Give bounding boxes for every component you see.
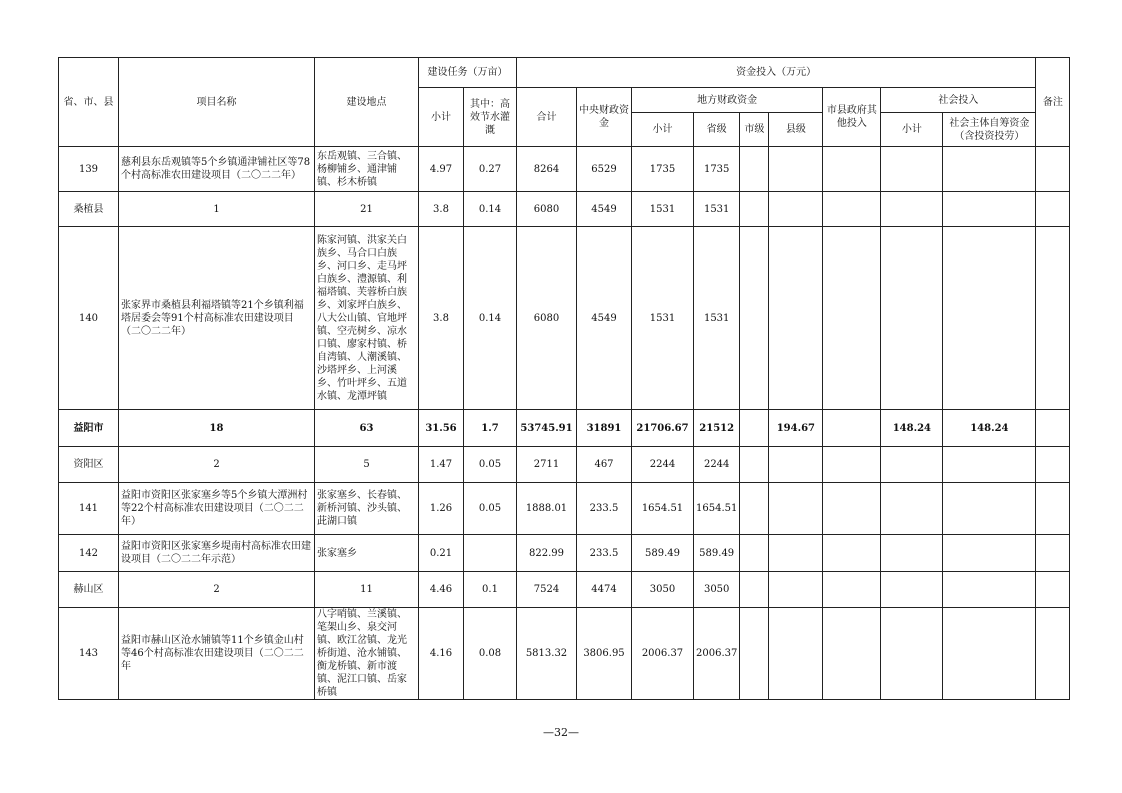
cell-col-7: 467 — [577, 447, 632, 483]
cell-col-1: 桑植县 — [59, 192, 119, 227]
header-efficient-irrigation: 其中：高效节水灌溉 — [464, 88, 517, 147]
cell-col-11 — [769, 227, 823, 410]
cell-col-10 — [740, 483, 769, 535]
cell-col-11 — [769, 608, 823, 700]
cell-col-2: 益阳市资阳区张家塞乡堤南村高标准农田建设项目（二〇二二年示范） — [119, 535, 315, 572]
cell-col-9: 2006.37 — [694, 608, 740, 700]
cell-col-11 — [769, 483, 823, 535]
cell-col-1: 资阳区 — [59, 447, 119, 483]
cell-col-2: 18 — [119, 410, 315, 447]
cell-col-7: 6529 — [577, 147, 632, 192]
cell-col-10 — [740, 572, 769, 608]
cell-col-15 — [1036, 192, 1070, 227]
cell-col-9: 1654.51 — [694, 483, 740, 535]
cell-col-6: 8264 — [517, 147, 577, 192]
cell-col-14 — [943, 572, 1036, 608]
cell-col-12 — [823, 572, 881, 608]
cell-col-8: 1654.51 — [632, 483, 694, 535]
table-row — [59, 227, 1070, 410]
cell-col-5: 0.1 — [464, 572, 517, 608]
cell-col-14 — [943, 447, 1036, 483]
cell-col-3: 21 — [315, 192, 419, 227]
cell-col-13 — [881, 483, 943, 535]
cell-col-8: 1531 — [632, 192, 694, 227]
cell-col-15 — [1036, 227, 1070, 410]
cell-col-14 — [943, 227, 1036, 410]
cell-col-12 — [823, 535, 881, 572]
cell-col-2: 2 — [119, 572, 315, 608]
cell-col-4: 4.46 — [419, 572, 464, 608]
cell-col-4: 31.56 — [419, 410, 464, 447]
cell-col-11 — [769, 447, 823, 483]
cell-col-1: 143 — [59, 608, 119, 700]
cell-col-2: 1 — [119, 192, 315, 227]
cell-col-5: 0.05 — [464, 447, 517, 483]
cell-col-7: 233.5 — [577, 535, 632, 572]
cell-col-6: 6080 — [517, 192, 577, 227]
page-number: —32— — [543, 726, 579, 739]
cell-col-8: 1531 — [632, 227, 694, 410]
cell-col-6: 2711 — [517, 447, 577, 483]
cell-col-6: 6080 — [517, 227, 577, 410]
cell-col-13 — [881, 147, 943, 192]
cell-col-3: 八字哨镇、兰溪镇、笔架山乡、泉交河镇、欧江岔镇、龙光桥街道、沧水铺镇、衡龙桥镇、新市渡镇、泥江口镇、岳家桥镇 — [315, 608, 419, 700]
cell-col-3: 张家塞乡 — [315, 535, 419, 572]
cell-col-11 — [769, 192, 823, 227]
header-provincial: 省级 — [694, 113, 740, 147]
cell-col-7: 4549 — [577, 192, 632, 227]
cell-col-11: 194.67 — [769, 410, 823, 447]
cell-col-2: 张家界市桑植县利福塔镇等21个乡镇利福塔居委会等91个村高标准农田建设项目（二〇二二年） — [119, 227, 315, 410]
cell-col-3: 5 — [315, 447, 419, 483]
cell-col-1: 赫山区 — [59, 572, 119, 608]
cell-col-11 — [769, 572, 823, 608]
cell-col-9: 1531 — [694, 192, 740, 227]
cell-col-10 — [740, 227, 769, 410]
cell-col-14 — [943, 147, 1036, 192]
cell-col-6: 7524 — [517, 572, 577, 608]
cell-col-8: 2244 — [632, 447, 694, 483]
header-local-funds: 地方财政资金 — [632, 88, 823, 113]
cell-col-15 — [1036, 572, 1070, 608]
cell-col-6: 1888.01 — [517, 483, 577, 535]
cell-col-3: 陈家河镇、洪家关白族乡、马合口白族乡、河口乡、走马坪白族乡、澧源镇、利福塔镇、芙蓉桥白族乡、刘家坪白族乡、八大公山镇、官地坪镇、空壳树乡、凉水口镇、廖家村镇、桥自湾镇、人潮溪镇、沙塔坪乡、上河溪乡、竹叶坪乡、五道水镇、龙潭坪镇 — [315, 227, 419, 410]
cell-col-10 — [740, 535, 769, 572]
cell-col-15 — [1036, 483, 1070, 535]
cell-col-4: 4.16 — [419, 608, 464, 700]
header-region: 省、市、县 — [59, 58, 119, 147]
cell-col-8: 1735 — [632, 147, 694, 192]
cell-col-1: 益阳市 — [59, 410, 119, 447]
cell-col-4: 1.26 — [419, 483, 464, 535]
cell-col-12 — [823, 447, 881, 483]
header-county: 县级 — [769, 113, 823, 147]
cell-col-9: 2244 — [694, 447, 740, 483]
cell-col-6: 53745.91 — [517, 410, 577, 447]
cell-col-12 — [823, 483, 881, 535]
table-row — [59, 535, 1070, 572]
cell-col-10 — [740, 447, 769, 483]
cell-col-15 — [1036, 147, 1070, 192]
cell-col-15 — [1036, 535, 1070, 572]
cell-col-9: 3050 — [694, 572, 740, 608]
cell-col-9: 1735 — [694, 147, 740, 192]
table-row — [59, 147, 1070, 192]
cell-col-9: 21512 — [694, 410, 740, 447]
cell-col-12 — [823, 227, 881, 410]
cell-col-7: 4474 — [577, 572, 632, 608]
table-row — [59, 483, 1070, 535]
cell-col-15 — [1036, 608, 1070, 700]
header-remarks: 备注 — [1036, 58, 1070, 147]
cell-col-5: 1.7 — [464, 410, 517, 447]
cell-col-11 — [769, 535, 823, 572]
header-project-name: 项目名称 — [119, 58, 315, 147]
cell-col-2: 益阳市赫山区沧水铺镇等11个乡镇金山村等46个村高标准农田建设项目（二〇二二年 — [119, 608, 315, 700]
header-central-funds: 中央财政资金 — [577, 88, 632, 147]
header-govt-other: 市县政府其他投入 — [823, 88, 881, 147]
header-social: 社会投入 — [881, 88, 1036, 113]
cell-col-7: 3806.95 — [577, 608, 632, 700]
cell-col-6: 5813.32 — [517, 608, 577, 700]
cell-col-14 — [943, 608, 1036, 700]
cell-col-9: 1531 — [694, 227, 740, 410]
cell-col-8: 2006.37 — [632, 608, 694, 700]
cell-col-13 — [881, 227, 943, 410]
cell-col-15 — [1036, 447, 1070, 483]
cell-col-12 — [823, 192, 881, 227]
cell-col-1: 140 — [59, 227, 119, 410]
funding-table — [58, 57, 1070, 700]
table-row — [59, 447, 1070, 483]
cell-col-1: 142 — [59, 535, 119, 572]
cell-col-8: 3050 — [632, 572, 694, 608]
cell-col-5: 0.14 — [464, 192, 517, 227]
cell-col-14 — [943, 535, 1036, 572]
cell-col-14 — [943, 192, 1036, 227]
cell-col-13: 148.24 — [881, 410, 943, 447]
header-total: 合计 — [517, 88, 577, 147]
cell-col-5: 0.05 — [464, 483, 517, 535]
header-task: 建设任务（万亩） — [419, 58, 517, 88]
cell-col-12 — [823, 608, 881, 700]
cell-col-4: 1.47 — [419, 447, 464, 483]
cell-col-2: 慈利县东岳观镇等5个乡镇通津铺社区等78个村高标准农田建设项目（二〇二二年） — [119, 147, 315, 192]
cell-col-13 — [881, 447, 943, 483]
cell-col-5: 0.08 — [464, 608, 517, 700]
header-city: 市级 — [740, 113, 769, 147]
cell-col-3: 东岳观镇、三合镇、杨柳铺乡、通津铺镇、杉木桥镇 — [315, 147, 419, 192]
table-row — [59, 608, 1070, 700]
cell-col-14: 148.24 — [943, 410, 1036, 447]
cell-col-7: 4549 — [577, 227, 632, 410]
cell-col-1: 139 — [59, 147, 119, 192]
table-row — [59, 410, 1070, 447]
cell-col-12 — [823, 410, 881, 447]
header-local-subtotal: 小计 — [632, 113, 694, 147]
cell-col-6: 822.99 — [517, 535, 577, 572]
cell-col-4: 0.21 — [419, 535, 464, 572]
cell-col-3: 11 — [315, 572, 419, 608]
header-task-subtotal: 小计 — [419, 88, 464, 147]
cell-col-13 — [881, 535, 943, 572]
cell-col-7: 233.5 — [577, 483, 632, 535]
cell-col-3: 63 — [315, 410, 419, 447]
cell-col-10 — [740, 147, 769, 192]
cell-col-8: 589.49 — [632, 535, 694, 572]
cell-col-4: 4.97 — [419, 147, 464, 192]
header-funds: 资金投入（万元） — [517, 58, 1036, 88]
cell-col-3: 张家塞乡、长春镇、新桥河镇、沙头镇、茈湖口镇 — [315, 483, 419, 535]
table-row — [59, 192, 1070, 227]
cell-col-10 — [740, 608, 769, 700]
cell-col-5: 0.27 — [464, 147, 517, 192]
cell-col-9: 589.49 — [694, 535, 740, 572]
cell-col-10 — [740, 192, 769, 227]
cell-col-1: 141 — [59, 483, 119, 535]
cell-col-5 — [464, 535, 517, 572]
cell-col-13 — [881, 192, 943, 227]
header-social-subtotal: 小计 — [881, 113, 943, 147]
cell-col-2: 2 — [119, 447, 315, 483]
header-location: 建设地点 — [315, 58, 419, 147]
cell-col-11 — [769, 147, 823, 192]
table-row — [59, 572, 1070, 608]
cell-col-5: 0.14 — [464, 227, 517, 410]
cell-col-14 — [943, 483, 1036, 535]
cell-col-4: 3.8 — [419, 192, 464, 227]
header-self-raised: 社会主体自筹资金（含投资投劳） — [943, 113, 1036, 147]
cell-col-13 — [881, 608, 943, 700]
cell-col-8: 21706.67 — [632, 410, 694, 447]
cell-col-2: 益阳市资阳区张家塞乡等5个乡镇大潭洲村等22个村高标准农田建设项目（二〇二二年） — [119, 483, 315, 535]
cell-col-10 — [740, 410, 769, 447]
cell-col-12 — [823, 147, 881, 192]
cell-col-13 — [881, 572, 943, 608]
cell-col-4: 3.8 — [419, 227, 464, 410]
cell-col-7: 31891 — [577, 410, 632, 447]
cell-col-15 — [1036, 410, 1070, 447]
